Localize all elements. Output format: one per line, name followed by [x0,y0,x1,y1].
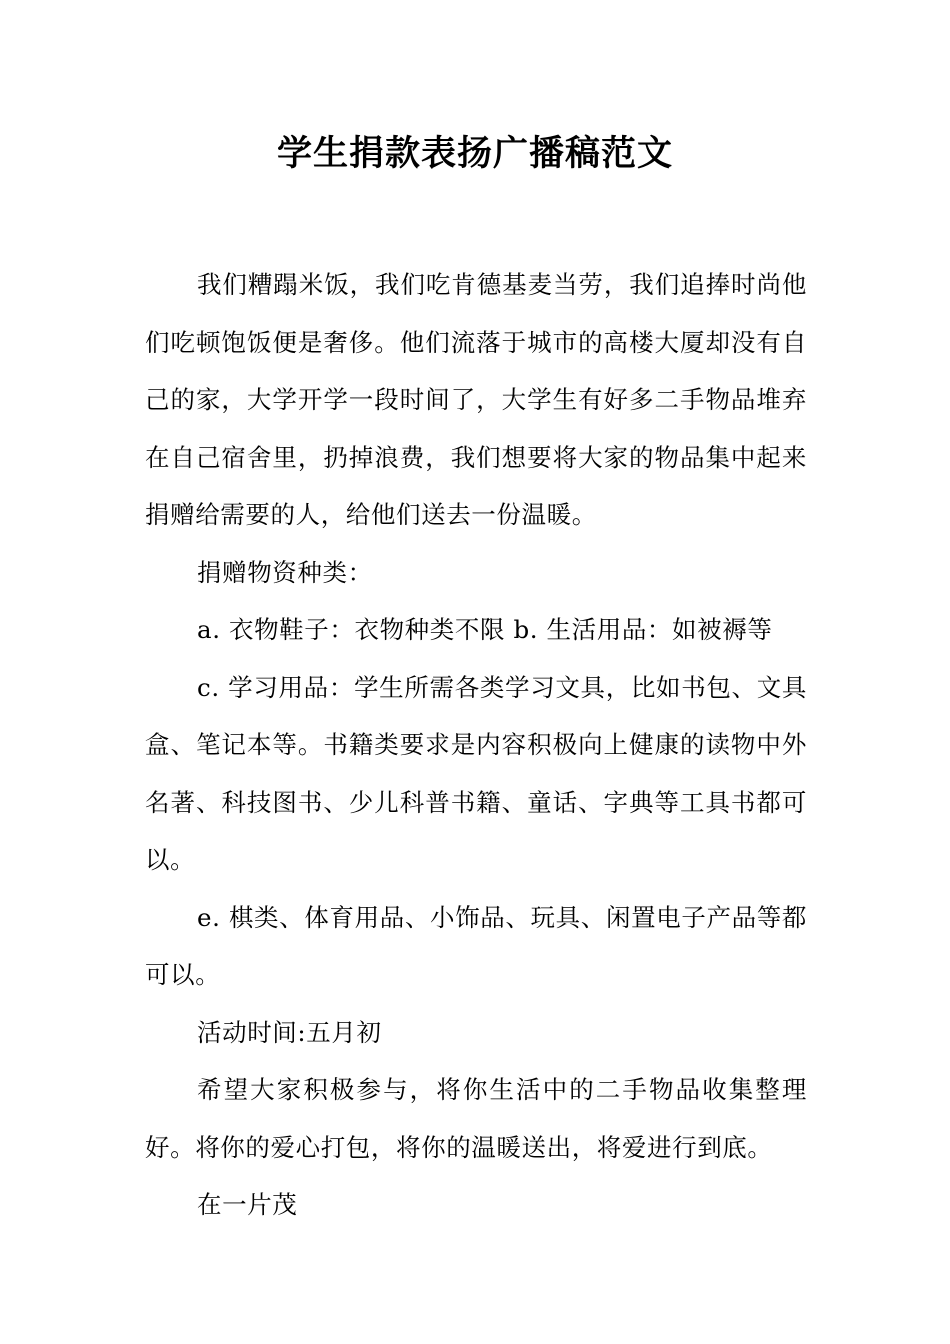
paragraph-donation-categories-heading: 捐赠物资种类： [197,557,373,587]
paragraph-intro: 我们糟蹋米饭，我们吃肯德基麦当劳，我们追捧时尚他们吃顿饱饭便是奢侈。他们流落于城市的高楼大厦却没有自己的家，大学开学一段时间了，大学生有好多二手物品堆弃在自己宿舍里，扔掉浪费，我们想要将大家的物品集中起来捐赠给需要的人，给他们送去一份温暖。 [145,270,807,529]
paragraph-appeal: 希望大家积极参与，将你生活中的二手物品收集整理好。将你的爱心打包，将你的温暖送出，将爱进行到底。 [145,1075,807,1162]
document-body [145,256,807,1234]
paragraph-item-e: e. 棋类、体育用品、小饰品、玩具、闲置电子产品等都可以。 [145,902,807,989]
document-title: 学生捐款表扬广播稿范文 [276,133,673,174]
paragraph-items-a-b: a. 衣物鞋子：衣物种类不限 b. 生活用品：如被褥等 [197,615,773,644]
paragraph-fragment: 在一片茂 [197,1190,298,1219]
paragraph-activity-time: 活动时间:五月初 [197,1017,382,1047]
paragraph-item-c: c. 学习用品：学生所需各类学习文具，比如书包、文具盒、笔记本等。书籍类要求是内容积极向上健康的读物中外名著、科技图书、少儿科普书籍、童话、字典等工具书都可以。 [145,672,807,874]
